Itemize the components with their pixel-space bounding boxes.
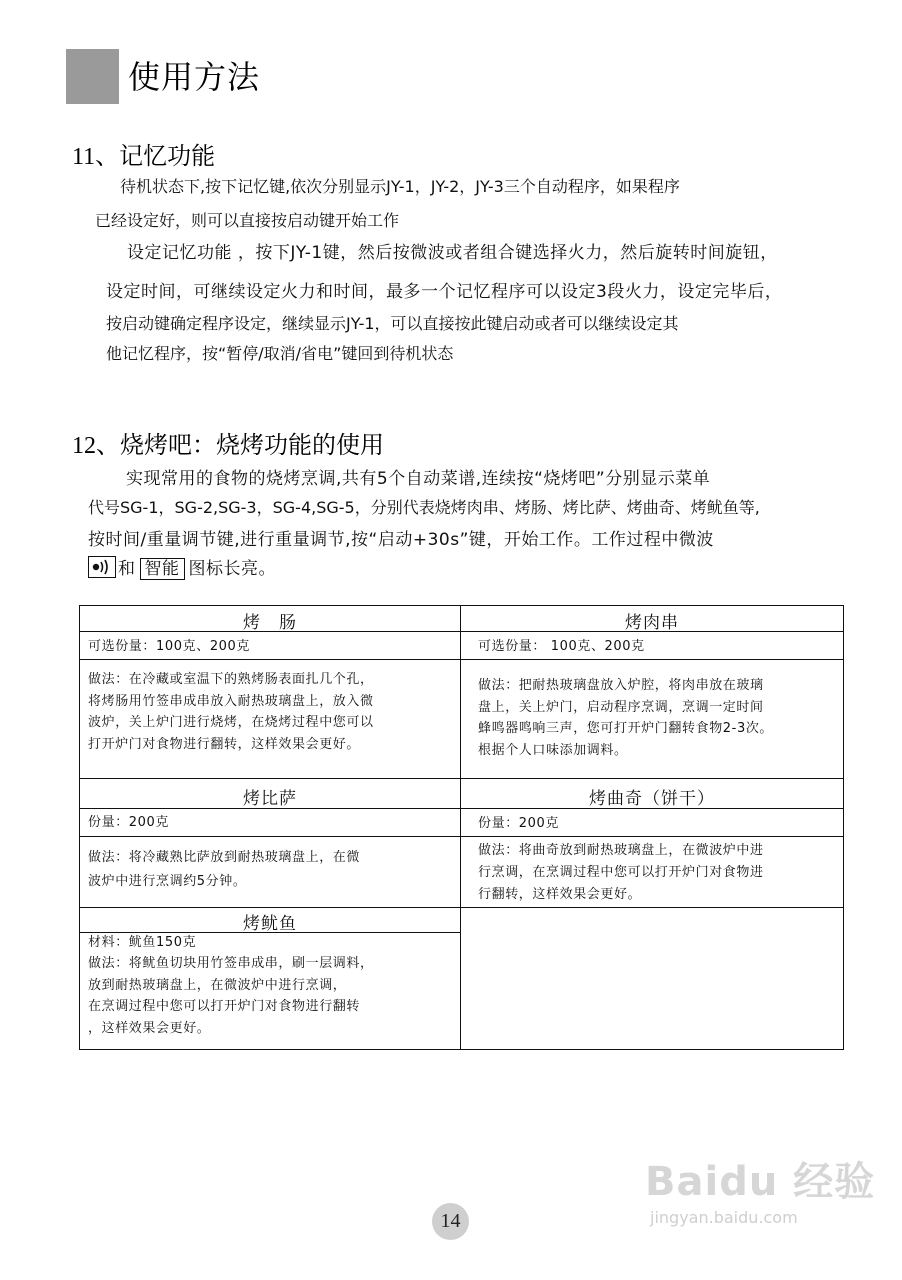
cookie-title: 烤曲奇（饼干） <box>589 789 715 809</box>
squid-title: 烤鱿鱼 <box>243 914 297 934</box>
smart-indicator-icon: 智能 <box>140 558 185 580</box>
method-line: 波炉，关上炉门进行烧烤，在烧烤过程中您可以 <box>88 715 374 730</box>
table-divider <box>79 907 844 908</box>
section-11-heading: 记忆功能 <box>119 142 216 170</box>
squid-material: 材料：鱿鱼150克 <box>88 935 197 950</box>
method-line: 行翻转，这样效果会更好。 <box>478 887 642 902</box>
method-line: 做法：在冷藏或室温下的熟烤肠表面扎几个孔， <box>88 672 374 687</box>
section-11-title <box>72 136 215 171</box>
kebab-portion: 可选份量： 100克、200克 <box>478 639 645 654</box>
section-12-number: 12、 <box>72 433 120 459</box>
table-divider <box>79 836 844 837</box>
method-line: 做法：把耐热玻璃盘放入炉腔，将肉串放在玻璃 <box>478 678 764 693</box>
method-line: 行烹调，在烹调过程中您可以打开炉门对食物进 <box>478 865 764 880</box>
section-11-line: 按启动键确定程序设定，继续显示JY-1，可以直接按此键启动或者可以继续设定其 <box>106 314 679 333</box>
method-line: 盘上，关上炉门，启动程序烹调，烹调一定时间 <box>478 699 764 715</box>
section-11-line: 已经设定好，则可以直接按启动键开始工作 <box>95 211 400 230</box>
header-gray-block <box>66 49 119 104</box>
pizza-portion: 份量：200克 <box>88 815 170 830</box>
sausage-title: 烤 肠 <box>243 613 297 633</box>
section-11-line: 设定记忆功能 ，按下JY-1键，然后按微波或者组合键选择火力，然后旋转时间旋钮， <box>127 243 778 263</box>
method-line: 做法：将鱿鱼切块用竹签串成串，刷一层调料， <box>88 956 374 971</box>
microwave-wave-icon <box>88 556 116 578</box>
section-12-tail: 图标长亮。 <box>188 559 276 579</box>
page-number: 14 <box>432 1203 469 1240</box>
section-11-line: 设定时间，可继续设定火力和时间，最多一个记忆程序可以设定3段火力，设定完毕后， <box>106 282 783 302</box>
section-12-line: 实现常用的食物的烧烤烹调,共有5个自动菜谱,连续按“烧烤吧”分别显示菜单 <box>126 469 711 489</box>
watermark-url: jingyan.baidu.com <box>650 1208 798 1227</box>
sausage-portion: 可选份量：100克、200克 <box>88 639 251 654</box>
page-title: 使用方法 <box>128 58 261 96</box>
method-line: 做法：将曲奇放到耐热玻璃盘上，在微波炉中进 <box>478 843 764 858</box>
method-line: ，这样效果会更好。 <box>88 1020 211 1036</box>
method-line: 打开炉门对食物进行翻转，这样效果会更好。 <box>88 736 361 752</box>
section-12-last-line <box>88 556 276 580</box>
method-line: 根据个人口味添加调料。 <box>478 742 628 758</box>
pizza-title: 烤比萨 <box>243 789 297 809</box>
method-line: 蜂鸣器鸣响三声，您可打开炉门翻转食物2-3次。 <box>478 721 774 736</box>
and-text: 和 <box>118 559 136 579</box>
kebab-method <box>478 675 773 761</box>
method-line: 做法：将冷藏熟比萨放到耐热玻璃盘上，在微 <box>88 850 361 865</box>
method-line: 放到耐热玻璃盘上，在微波炉中进行烹调， <box>88 977 347 993</box>
cookie-method <box>478 840 764 906</box>
method-line: 将烤肠用竹签串成串放入耐热玻璃盘上，放入微 <box>88 693 374 709</box>
section-11-line: 待机状态下,按下记忆键,依次分别显示JY-1，JY-2，JY-3三个自动程序，如果程序 <box>120 177 680 196</box>
method-line: 波炉中进行烹调约5分钟。 <box>88 874 247 889</box>
table-divider-vertical <box>460 605 461 1050</box>
watermark-logo: Baidu 经验 <box>645 1159 876 1205</box>
section-11-number: 11、 <box>72 144 120 170</box>
table-divider <box>79 778 844 779</box>
pizza-method <box>88 846 360 894</box>
cookie-portion: 份量：200克 <box>478 816 560 831</box>
section-12-heading: 烧烤吧：烧烤功能的使用 <box>120 431 384 459</box>
squid-method <box>88 953 374 1039</box>
method-line: 在烹调过程中您可以打开炉门对食物进行翻转 <box>88 999 361 1014</box>
section-12-line: 代号SG-1，SG-2,SG-3，SG-4,SG-5，分别代表烧烤肉串、烤肠、烤比萨、烤曲奇、烤鱿鱼等, <box>88 498 760 517</box>
kebab-title: 烤肉串 <box>625 613 679 633</box>
table-divider <box>79 659 844 660</box>
section-11-line: 他记忆程序，按“暂停/取消/省电”键回到待机状态 <box>106 344 454 363</box>
sausage-method <box>88 669 374 755</box>
section-12-title <box>72 425 384 460</box>
section-12-line: 按时间/重量调节键,进行重量调节,按“启动+30s”键，开始工作。工作过程中微波 <box>88 530 714 550</box>
